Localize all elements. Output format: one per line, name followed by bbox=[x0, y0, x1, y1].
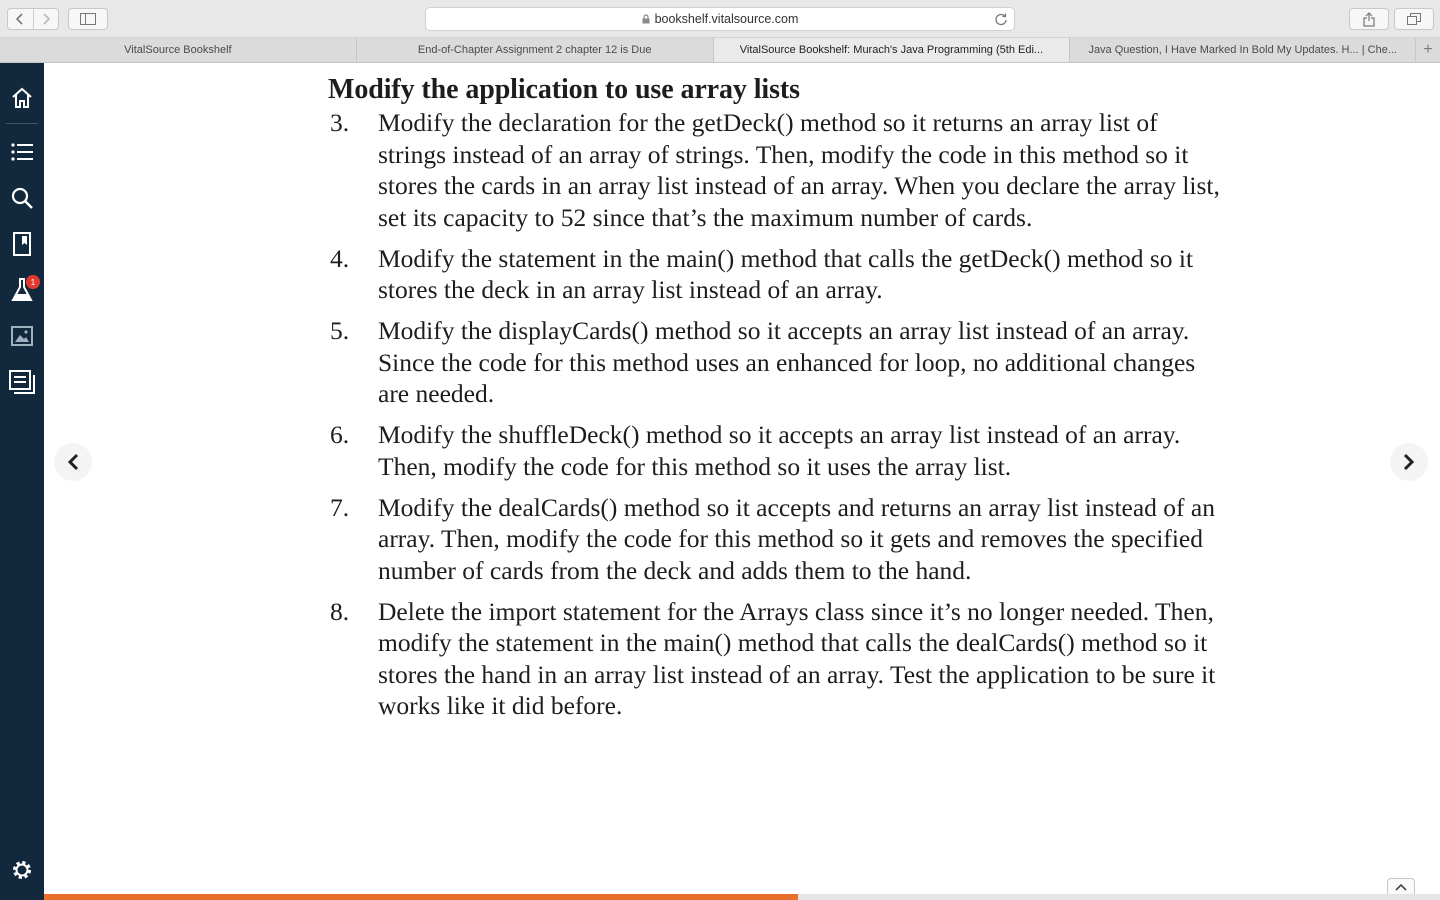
nav-search[interactable] bbox=[0, 178, 44, 218]
tab-vitalsource-bookshelf[interactable]: VitalSource Bookshelf bbox=[0, 38, 357, 62]
forward-button[interactable] bbox=[33, 9, 58, 29]
tab-bar bbox=[0, 38, 1440, 63]
nav-flashcards[interactable] bbox=[0, 270, 44, 310]
nav-notes[interactable] bbox=[0, 362, 44, 402]
step-number: 8. bbox=[330, 596, 350, 626]
step-text: Modify the declaration for the getDeck() method so it returns an array list of strings instead of an array of strings. Then, modify the code in this method so it stores the cards in an array list instead of an array. When you declare the array list, set its capacity to 52 since that’s the maximum number of cards. bbox=[378, 108, 1220, 232]
nav-settings[interactable] bbox=[0, 850, 44, 890]
reader-content bbox=[44, 63, 1440, 900]
step-item bbox=[328, 315, 1228, 410]
tab-assignment[interactable]: End-of-Chapter Assignment 2 chapter 12 is Due bbox=[357, 38, 714, 62]
book-page bbox=[328, 73, 1228, 731]
tab-overview-button[interactable] bbox=[1394, 8, 1434, 30]
share-icon bbox=[1363, 12, 1375, 27]
sidebar-toggle-button[interactable] bbox=[68, 8, 108, 30]
sidebar-icon bbox=[80, 13, 96, 25]
step-item bbox=[328, 243, 1228, 306]
image-icon bbox=[11, 326, 33, 346]
scroll-top-button[interactable] bbox=[1387, 878, 1415, 894]
step-text: Modify the statement in the main() method that calls the getDeck() method so it stores the deck in an array list instead of an array. bbox=[378, 243, 1194, 304]
plus-icon: + bbox=[1423, 41, 1433, 58]
back-button[interactable] bbox=[8, 9, 33, 29]
step-item bbox=[328, 596, 1228, 722]
new-tab-button[interactable] bbox=[1416, 38, 1440, 62]
step-number: 3. bbox=[330, 108, 350, 137]
tabs-icon bbox=[1407, 13, 1421, 25]
nav-contents[interactable] bbox=[0, 132, 44, 172]
step-item bbox=[328, 492, 1228, 587]
step-text: Delete the import statement for the Arrays class since it’s no longer needed. Then, modify the statement in the main() method that calls the dealCards() method so it stores the hand in an array list instead of an array. Test the application to be sure it works like it did before. bbox=[378, 596, 1216, 720]
reader-sidebar bbox=[0, 63, 44, 900]
list-icon bbox=[11, 143, 33, 161]
home-icon bbox=[10, 86, 34, 110]
notes-icon bbox=[9, 370, 35, 394]
reading-progress-fill bbox=[44, 894, 798, 900]
nav-figures[interactable] bbox=[0, 316, 44, 356]
step-text: Modify the shuffleDeck() method so it accepts an array list instead of an array. Then, modify the code for this method so it uses the array list. bbox=[378, 420, 1181, 481]
reading-progress-bar[interactable] bbox=[44, 894, 1440, 900]
notification-badge: 1 bbox=[26, 275, 40, 289]
step-number: 7. bbox=[330, 492, 350, 522]
previous-page-button[interactable] bbox=[54, 443, 92, 481]
nav-home[interactable] bbox=[0, 78, 44, 118]
chevron-left-icon bbox=[15, 13, 25, 25]
bookmark-icon bbox=[13, 232, 31, 256]
step-number: 5. bbox=[330, 316, 350, 345]
gear-icon bbox=[10, 858, 34, 882]
next-page-button[interactable] bbox=[1390, 443, 1428, 481]
tab-java-question[interactable]: Java Question, I Have Marked In Bold My Updates. H... | Che... bbox=[1070, 38, 1416, 62]
chevron-right-icon bbox=[1403, 453, 1415, 471]
tab-murach-java[interactable]: VitalSource Bookshelf: Murach's Java Programming (5th Edi... bbox=[714, 38, 1071, 62]
history-nav bbox=[7, 8, 59, 30]
lock-icon bbox=[642, 14, 650, 24]
nav-bookmarks[interactable] bbox=[0, 224, 44, 264]
step-number: 6. bbox=[330, 420, 350, 449]
step-number: 4. bbox=[330, 243, 350, 273]
share-button[interactable] bbox=[1349, 8, 1389, 30]
step-item bbox=[328, 419, 1228, 482]
browser-toolbar bbox=[0, 0, 1440, 38]
chevron-right-icon bbox=[41, 13, 51, 25]
step-item bbox=[328, 107, 1228, 233]
reload-icon[interactable] bbox=[994, 12, 1008, 26]
search-icon bbox=[10, 186, 34, 210]
step-text: Modify the dealCards() method so it accepts and returns an array list instead of an array. Then, modify the code for this method so it gets and removes the specified number of cards from the deck and adds them to the hand. bbox=[378, 492, 1215, 585]
chevron-left-icon bbox=[67, 453, 79, 471]
step-list bbox=[328, 107, 1228, 722]
url-text: bookshelf.vitalsource.com bbox=[654, 12, 799, 26]
nav-divider bbox=[6, 123, 38, 124]
chevron-up-icon bbox=[1395, 883, 1407, 891]
address-bar[interactable] bbox=[425, 7, 1015, 31]
section-heading: Modify the application to use array lists bbox=[328, 74, 800, 105]
step-text: Modify the displayCards() method so it accepts an array list instead of an array. Since the code for this method uses an enhanced for loop, no additional changes are needed. bbox=[378, 316, 1196, 408]
